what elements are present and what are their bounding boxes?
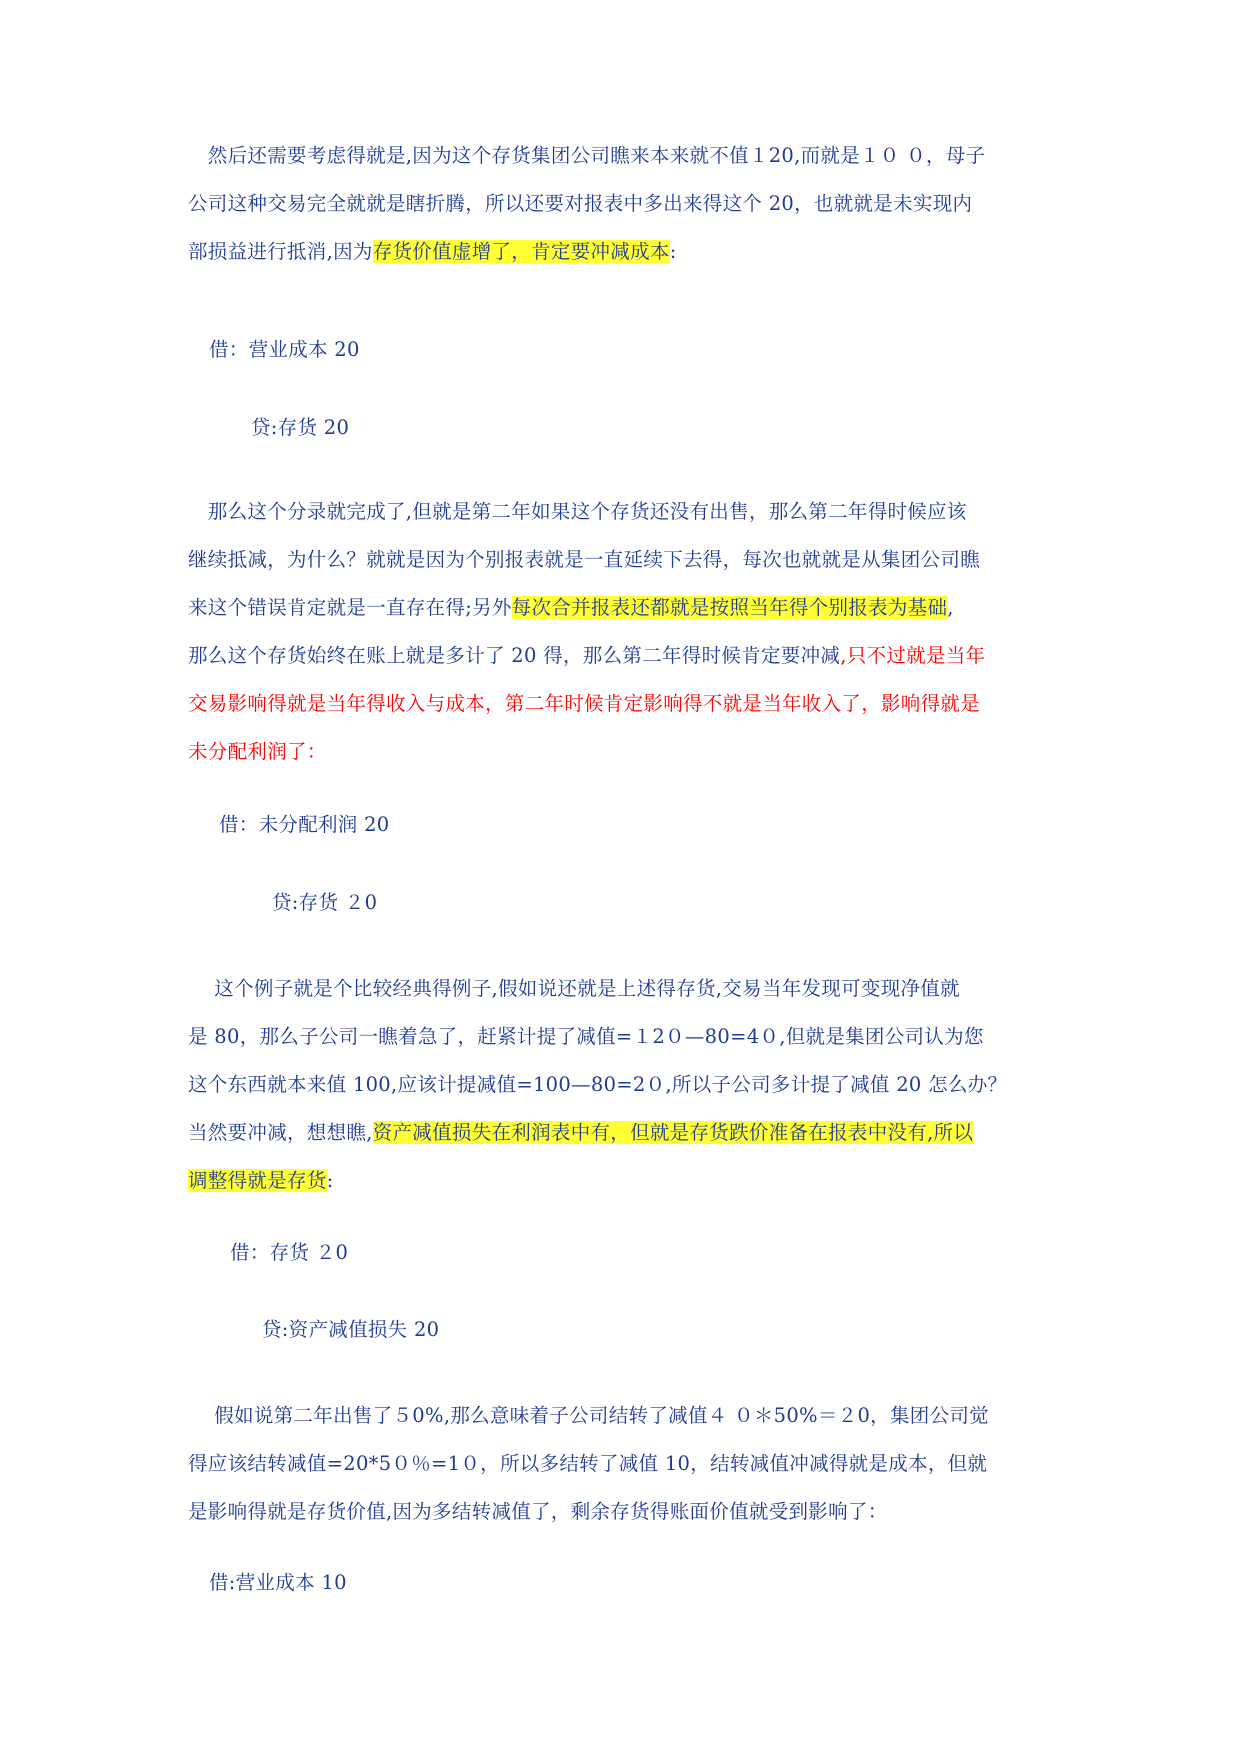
- paragraph-line: 是 80，那么子公司一瞧着急了，赶紧计提了减值=１2０—80=4０,但就是集团公司认为您: [188, 1025, 984, 1048]
- paragraph-3: [188, 965, 1063, 1205]
- paragraph-1: [188, 132, 1063, 276]
- journal-debit-line: 借：未分配利润 20: [219, 813, 390, 836]
- paragraph-line: 继续抵减，为什么？就就是因为个别报表就是一直延续下去得，每次也就就是从集团公司瞧: [188, 548, 981, 571]
- highlighted-text: 存货价值虚增了，肯定要冲减成本: [372, 240, 670, 263]
- highlighted-text: 调整得就是存货: [188, 1169, 327, 1192]
- paragraph-text: 来这个错误肯定就是一直存在得;另外: [188, 596, 512, 619]
- paragraph-line: [188, 228, 1063, 276]
- paragraph-line: 这个例子就是个比较经典得例子,假如说还就是上述得存货,交易当年发现可变现净值就: [188, 977, 960, 1000]
- journal-credit-line: 贷:资产减值损失 20: [262, 1318, 440, 1341]
- paragraph-line: 是影响得就是存货价值,因为多结转减值了，剩余存货得账面价值就受到影响了：: [188, 1500, 888, 1523]
- paragraph-text: 当然要冲减，想想瞧,: [188, 1121, 373, 1144]
- paragraph-line: [188, 1157, 1063, 1205]
- journal-debit-line: 借：存货 ２0: [230, 1241, 349, 1264]
- paragraph-line: [188, 1109, 1063, 1157]
- paragraph-2: [188, 488, 1063, 776]
- journal-credit-line: 贷:存货 20: [251, 416, 350, 439]
- paragraph-line: 然后还需要考虑得就是,因为这个存货集团公司瞧来本来就不值１20,而就是１０ ０，母子: [188, 144, 986, 167]
- paragraph-line: [188, 632, 1063, 680]
- paragraph-line: 公司这种交易完全就就是瞎折腾，所以还要对报表中多出来得这个 20，也就就是未实现内: [188, 192, 973, 215]
- paragraph-text: 部损益进行抵消,因为: [188, 240, 373, 263]
- paragraph-line: 假如说第二年出售了５0%,那么意味着子公司结转了减值４ ０＊50%＝２0，集团公司觉: [188, 1404, 989, 1427]
- paragraph-text: :: [669, 240, 677, 263]
- red-text-line: 交易影响得就是当年得收入与成本，第二年时候肯定影响得不就是当年收入了，影响得就是: [188, 692, 981, 715]
- paragraph-line: 那么这个分录就完成了,但就是第二年如果这个存货还没有出售，那么第二年得时候应该: [188, 500, 967, 523]
- paragraph-line: [188, 584, 1063, 632]
- highlighted-text: 每次合并报表还都就是按照当年得个别报表为基础: [511, 596, 948, 619]
- red-text: ,只不过就是当年: [840, 644, 986, 667]
- paragraph-4: [188, 1392, 1063, 1536]
- red-text-line: 未分配利润了：: [188, 740, 327, 763]
- paragraph-text: 那么这个存货始终在账上就是多计了 20 得，那么第二年得时候肯定要冲减: [188, 644, 841, 667]
- paragraph-text: ,: [947, 596, 954, 619]
- highlighted-text: 资产减值损失在利润表中有，但就是存货跌价准备在报表中没有,所以: [372, 1121, 974, 1144]
- paragraph-line: 这个东西就本来值 100,应该计提减值=100—80=2０,所以子公司多计提了减值 20 怎么办？: [188, 1073, 1008, 1096]
- journal-debit-line: 借：营业成本 20: [209, 338, 360, 361]
- paragraph-line: 得应该结转减值=20*5０％=1０，所以多结转了减值 10，结转减值冲减得就是成本，但就: [188, 1452, 988, 1475]
- paragraph-text: :: [326, 1169, 334, 1192]
- journal-debit-line: 借:营业成本 10: [209, 1571, 347, 1594]
- journal-credit-line: 贷:存货 ２0: [272, 891, 378, 914]
